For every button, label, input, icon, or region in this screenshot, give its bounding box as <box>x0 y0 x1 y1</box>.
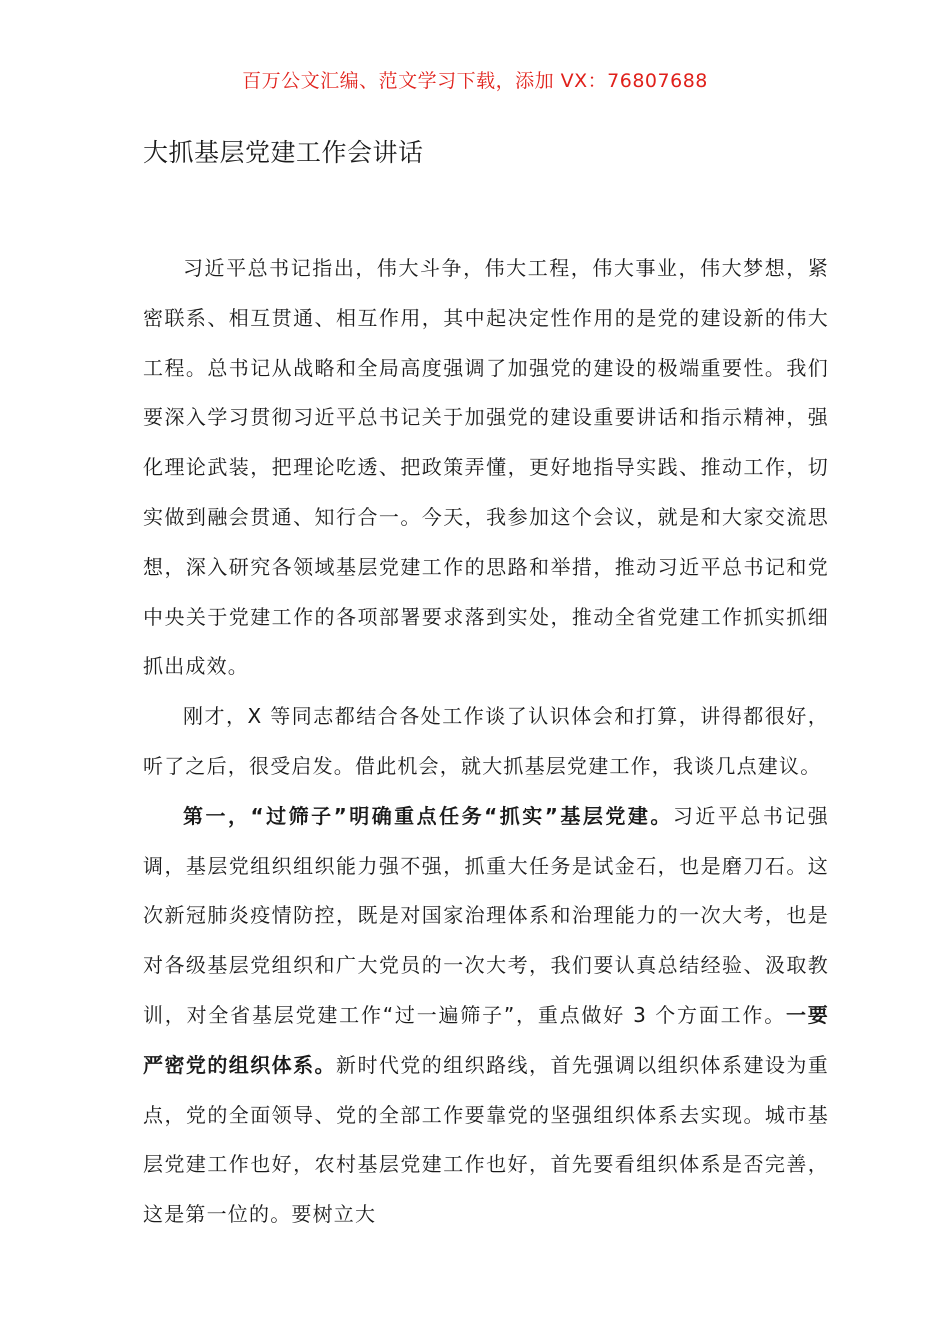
document-body <box>143 244 829 1240</box>
paragraph-3-bold-subheading: 一要严密党的组织体系。 <box>143 1002 829 1077</box>
paragraph-2: 刚才，X 等同志都结合各处工作谈了认识体会和打算，讲得都很好，听了之后，很受启发。借此机会，就大抓基层党建工作，我谈几点建议。 <box>143 704 829 778</box>
paragraph-3-text-1: 习近平总书记强调，基层党组织组织能力强不强，抓重大任务是试金石，也是磨刀石。这次新冠肺炎疫情防控，既是对国家治理体系和治理能力的一次大考，也是对各级基层党组织和广大党员的一次大考，我们要认真总结经验、汲取教训，对全省基层党建工作“过一遍筛子”，重点做好 3 个方面工作。 <box>143 803 829 1027</box>
document-title: 大抓基层党建工作会讲话 <box>143 138 424 167</box>
paragraph-3-bold-heading: 第一，“过筛子”明确重点任务“抓实”基层党建。 <box>183 803 673 828</box>
paragraph-1: 习近平总书记指出，伟大斗争，伟大工程，伟大事业，伟大梦想，紧密联系、相互贯通、相互作用，其中起决定性作用的是党的建设新的伟大工程。总书记从战略和全局高度强调了加强党的建设的极端重要性。我们要深入学习贯彻习近平总书记关于加强党的建设重要讲话和指示精神，强化理论武装，把理论吃透、把政策弄懂，更好地指导实践、推动工作，切实做到融会贯通、知行合一。今天，我参加这个会议，就是和大家交流思想，深入研究各领域基层党建工作的思路和举措，推动习近平总书记和党中央关于党建工作的各项部署要求落到实处，推动全省党建工作抓实抓细抓出成效。 <box>143 256 829 679</box>
header-note: 百万公文汇编、范文学习下载，添加 VX：76807688 <box>242 70 708 92</box>
paragraph-3-text-2: 新时代党的组织路线，首先强调以组织体系建设为重点，党的全面领导、党的全部工作要靠党的坚强组织体系去实现。城市基层党建工作也好，农村基层党建工作也好，首先要看组织体系是否完善，这是第一位的。要树立大 <box>143 1052 829 1227</box>
paragraph-3 <box>143 792 829 1240</box>
